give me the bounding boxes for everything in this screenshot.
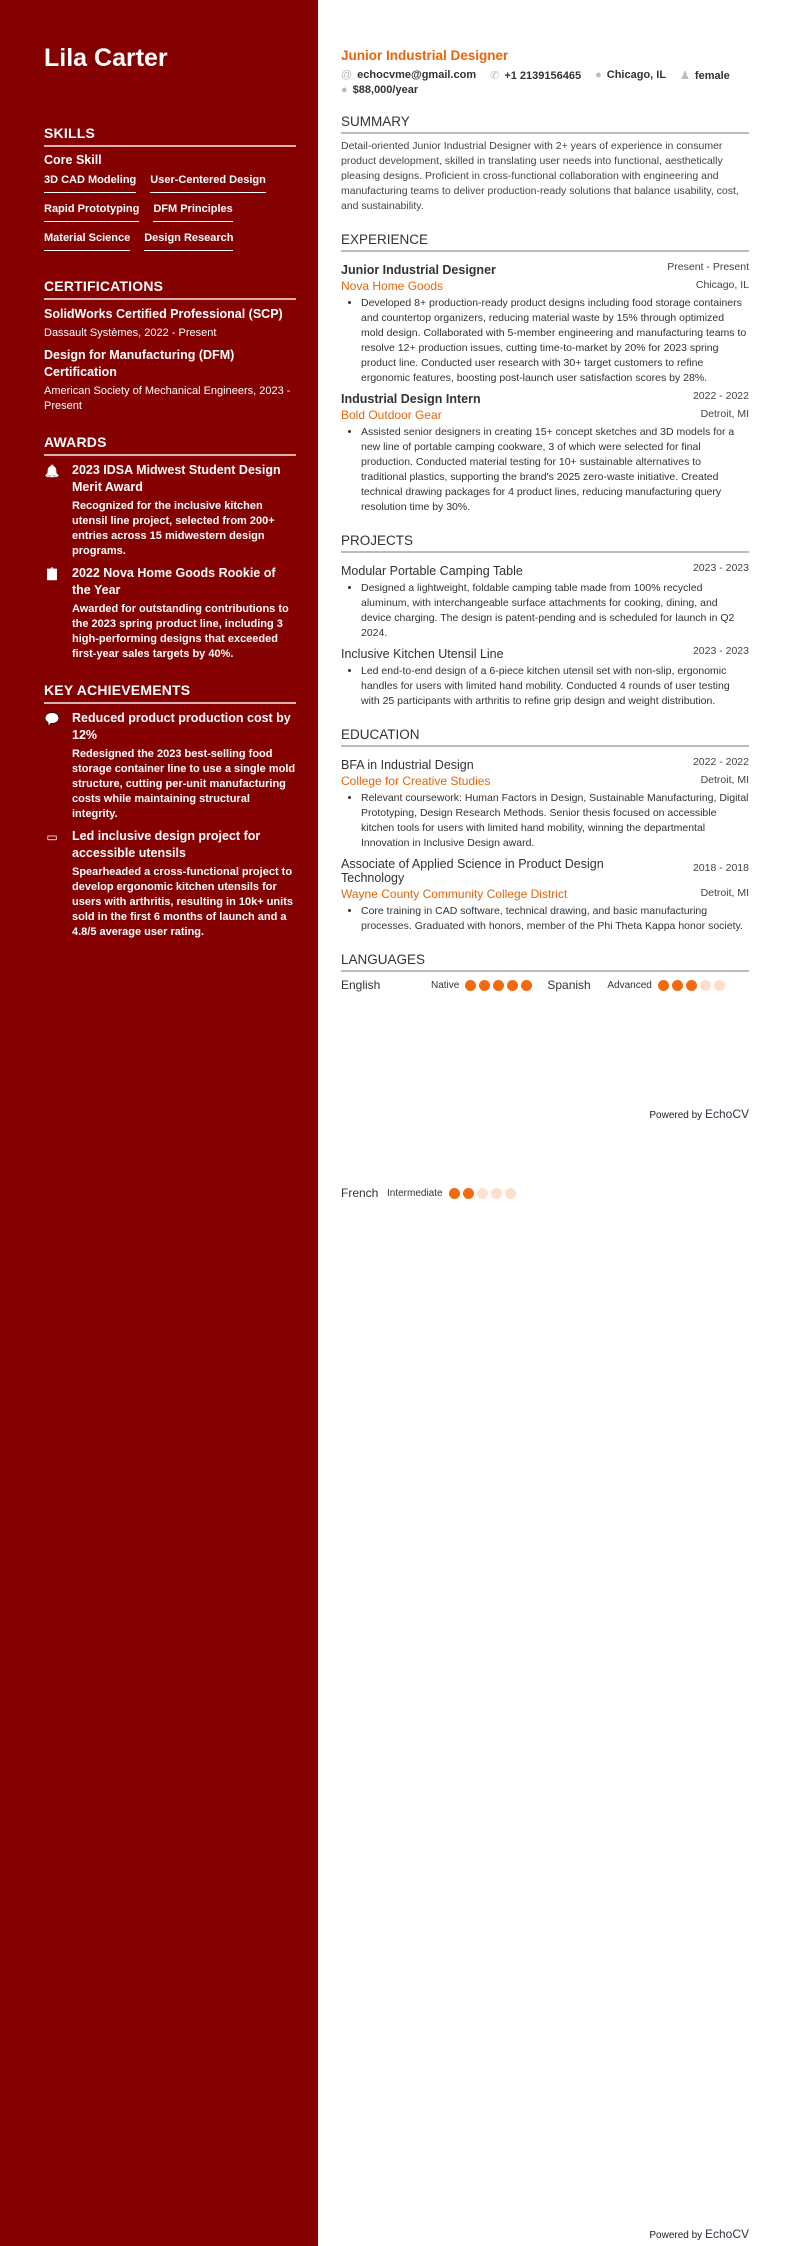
skill-tag: 3D CAD Modeling [44,171,136,193]
skill-tag: Material Science [44,229,130,251]
person-icon: ♟ [680,70,690,82]
main-content [341,48,749,992]
achievement-item [44,710,296,822]
languages-row [341,1186,519,1200]
entry-org-row [341,772,749,788]
rating-dot [493,980,504,991]
entry-header [341,386,749,406]
certification-title: SolidWorks Certified Professional (SCP) [44,307,283,321]
section-heading: SUMMARY [341,114,749,134]
entry-title: Associate of Applied Science in Product Design Technology [341,857,604,885]
skill-tag: User-Centered Design [150,171,266,193]
entry-dates: 2022 - 2022 [692,390,749,402]
item-title: 2022 Nova Home Goods Rookie of the Year [72,566,276,597]
language-name: Spanish [547,978,591,992]
bullet-list [361,425,749,515]
section-heading: AWARDS [44,434,296,456]
bell-icon: 🔔 [44,464,60,478]
contact-text: echocvme@gmail.com [357,69,477,81]
rating-dot [507,980,518,991]
language-item [341,978,535,992]
entry-dates: 2023 - 2023 [692,645,749,657]
projects-entry [341,641,749,709]
experience-entry [341,257,749,386]
entry-title: Inclusive Kitchen Utensil Line [341,647,504,661]
entry-title: Modular Portable Camping Table [341,564,523,578]
language-name: English [341,978,381,992]
entry-dates: 2023 - 2023 [692,562,749,574]
organization-name: Bold Outdoor Gear [341,408,442,422]
language-name: French [341,1186,379,1200]
rating-dot [463,1188,474,1199]
item-title: Reduced product production cost by 12% [72,711,291,742]
language-level: Intermediate [387,1187,443,1199]
language-item [547,978,727,992]
phone-icon: ✆ [490,70,500,82]
achievement-item [44,828,296,940]
experience-entry [341,386,749,515]
salary-icon: ● [341,84,348,96]
language-level: Advanced [607,979,652,991]
contact-item [341,84,418,96]
contact-text: female [694,70,730,82]
section-heading: CERTIFICATIONS [44,278,296,300]
rating-dot [465,980,476,991]
rating-dot [672,980,683,991]
item-title: 2023 IDSA Midwest Student Design Merit Award [72,463,281,494]
bullet-item: • Developed 8+ production-ready product designs including food storage containers and countertop organizers, reducing material waste by 15% through optimized mold design. Collaborated with 5-member engineering and manufacturing teams to resolve 12+ production issues, cutting time-to-market by 20% for 2023 spring product line. Conducted user research with 30+ target customers to refine ergonomic features, boosting post-launch user satisfaction scores by 28%. [361,296,749,386]
sidebar [0,0,318,2246]
skill-tag: Design Research [144,229,233,251]
organization-name: College for Creative Studies [341,774,491,788]
entry-header [341,752,749,772]
rating-dot [714,980,725,991]
core-skill-label: Core Skill [44,153,102,167]
calendar-icon: ▭ [46,830,58,844]
rating-dot [521,980,532,991]
item-description: Spearheaded a cross-functional project to develop ergonomic kitchen utensils for users with arthritis, resulting in 10k+ units sold in the first 6 months of launch and a 4.8/5 average user rating. [72,866,293,938]
certification-issuer: American Society of Mechanical Engineers, 2023 - Present [44,385,291,412]
entry-header [341,641,749,661]
rating-dot [491,1188,502,1199]
skills-section [44,125,296,258]
entry-title: Junior Industrial Designer [341,263,496,277]
bullet-item: • Designed a lightweight, foldable camping table made from 100% recycled aluminum, with interchangeable surface attachments for cooking, dining, and device charging. The design is patent-pending and is scheduled for launch in Q2 2024. [361,581,749,641]
skill-tag: Rapid Prototyping [44,200,139,222]
award-item [44,462,296,559]
section-heading: EDUCATION [341,727,749,747]
language-item [341,1186,519,1200]
powered-by-footer [649,2227,749,2241]
bullet-item: • Core training in CAD software, technical drawing, and basic manufacturing processes. Graduated with honors, member of the Phi Theta Kappa honor society. [361,904,749,934]
entry-dates: Present - Present [667,261,749,273]
speech-bubble-icon: 💬 [44,712,60,726]
summary-text: Detail-oriented Junior Industrial Designer with 2+ years of experience in consumer product development, skilled in translating user needs into functional, aesthetically pleasing designs. Proficient in cross-functional collaboration with engineering and manufacturing teams to deliver production-ready solutions that balance usability, cost, and sustainability. [341,140,739,212]
bullet-item: • Led end-to-end design of a 6-piece kitchen utensil set with non-slip, ergonomic handles for users with limited hand mobility. Conducted 4 rounds of user testing with 25 participants with arthritis to refine grip design and weight distribution. [361,664,749,709]
bullet-list [361,791,749,851]
item-description: Recognized for the inclusive kitchen utensil line project, selected from 200+ entries across 15 midwestern design programs. [72,500,275,557]
powered-by-footer [649,1107,749,1121]
language-level: Native [431,979,460,991]
bullet-item: • Assisted senior designers in creating 15+ concept sketches and 3D models for a new line of portable camping cookware, 3 of which were selected for final production. Conducted material testing for 10+ sustainable alternatives to traditional plastics, supporting the brand's 2025 zero-waste initiative. Created technical drawing packages for 4 product lines, reducing manufacturing query resolution time by 30%. [361,425,749,515]
organization-name: Nova Home Goods [341,279,444,293]
item-description: Redesigned the 2023 best-selling food storage container line to use a single mold structure, cutting per-unit manufacturing costs while maintaining structural integrity. [72,748,296,820]
item-body [72,462,296,559]
education-entry [341,752,749,851]
contact-text: $88,000/year [352,84,419,96]
bullet-list [361,296,749,386]
projects-entry [341,558,749,641]
rating-dot [700,980,711,991]
contact-item [341,69,476,82]
achievements-section [44,682,296,940]
powered-by-text: Powered by [649,1110,703,1121]
contact-info [341,69,749,96]
entry-header [341,851,749,885]
contact-item [680,69,730,82]
item-title: Led inclusive design project for accessible utensils [72,829,261,860]
powered-by-text: Powered by [649,2230,703,2241]
job-title: Junior Industrial Designer [341,48,509,63]
section-heading: SKILLS [44,125,296,147]
location-icon: ● [595,69,602,81]
contact-text: +1 2139156465 [504,70,582,82]
skills-list [44,171,296,258]
section-heading: EXPERIENCE [341,232,749,252]
item-description: Awarded for outstanding contributions to the 2023 spring product line, including 3 high-performing designs that exceeded first-year sales targets by 40%. [72,603,289,660]
brand-name: EchoCV [704,2227,749,2241]
award-item [44,565,296,662]
entry-dates: 2018 - 2018 [692,862,749,874]
certifications-section [44,278,296,414]
section-heading: PROJECTS [341,533,749,553]
bullet-list [361,904,749,934]
item-body [72,565,296,662]
candidate-name: Lila Carter [44,44,168,72]
entry-org-row [341,885,749,901]
entry-org-row [341,406,749,422]
section-heading: KEY ACHIEVEMENTS [44,682,296,704]
entry-location: Chicago, IL [695,279,749,291]
brand-name: EchoCV [704,1107,749,1121]
entry-location: Detroit, MI [700,887,749,899]
organization-name: Wayne County Community College District [341,887,568,901]
contact-item [595,69,666,82]
entry-location: Detroit, MI [700,774,749,786]
entry-title: BFA in Industrial Design [341,758,474,772]
languages-row [341,978,749,992]
certification-issuer: Dassault Systèmes, 2022 - Present [44,327,217,339]
at-icon: @ [341,69,353,81]
contact-item [490,69,581,82]
education-entry [341,851,749,934]
clipboard-icon: 📋 [44,567,60,581]
rating-dot [658,980,669,991]
entry-org-row [341,277,749,293]
item-body [72,710,296,822]
entry-title: Industrial Design Intern [341,392,481,406]
rating-dot [479,980,490,991]
bullet-list [361,664,749,709]
rating-dot [477,1188,488,1199]
entry-header [341,558,749,578]
rating-dot [686,980,697,991]
rating-dot [505,1188,516,1199]
entry-header [341,257,749,277]
certification-title: Design for Manufacturing (DFM) Certification [44,348,235,379]
bullet-list [361,581,749,641]
item-body [72,828,296,940]
entry-dates: 2022 - 2022 [692,756,749,768]
contact-text: Chicago, IL [606,69,667,81]
bullet-item: • Relevant coursework: Human Factors in Design, Sustainable Manufacturing, Digital Prototyping, Design Research Methods. Senior thesis focused on accessible kitchen tools for users with limited hand mobility, winning the departmental Innovation in Inclusive Design award. [361,791,749,851]
awards-section [44,434,296,662]
rating-dot [449,1188,460,1199]
section-heading: LANGUAGES [341,952,749,972]
skill-tag: DFM Principles [153,200,232,222]
entry-location: Detroit, MI [700,408,749,420]
